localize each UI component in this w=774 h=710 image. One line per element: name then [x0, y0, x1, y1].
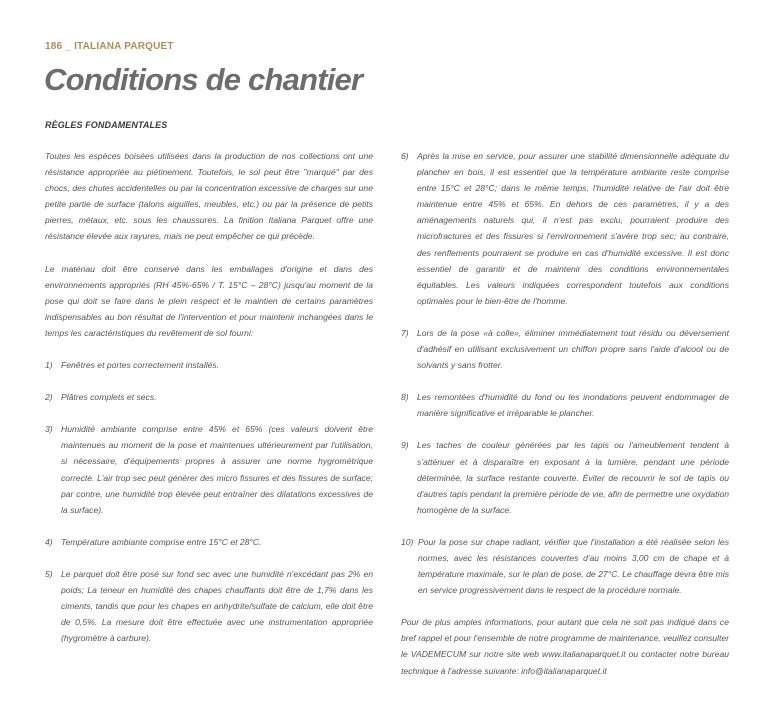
closing-paragraph: Pour de plus amples informations, pour autant que cela ne soit pas indiqué dans ce bref rappel et pour l'ensemble de notre programme de maintenance, veuillez consulter le VADEMECUM sur notre site web www.italianaparquet.it ou contacter notre bureau technique à l'adresse suivante: info@italianaparquet.it: [401, 617, 729, 676]
storage-paragraph: Le matériau doit être conservé dans les emballages d'origine et dans des environnements appropriés (RH 45%-65% / T. 15°C – 28°C) jusqu'au moment de la pose qui doit se faire dans le plein respect et le maintien de certains paramètres indispensables au bon résultat de l'intervention et pour maintenir inchangées dans le temps les caractéristiques du revêtement de sol fourni:: [45, 263, 373, 338]
list-item: [401, 148, 729, 309]
list-item-number: 5): [45, 568, 53, 579]
page-title: Conditions de chantier: [44, 62, 363, 97]
page-number: 186: [45, 41, 63, 52]
list-item: [401, 389, 729, 421]
list-item-text: Plâtres complets et secs.: [61, 392, 157, 403]
list-item-text: Les taches de couleur générées par les tapis ou l'ameublement tendent à s'atténuer et à disparaître en exposant à la lumière, pendant une période déterminée, la surface restante couverte. Éviter de recouvrir le sol de tapis ou d'autres tapis pendant la première période de vie, afin de permettre une oxydation homogène de la surface.: [417, 440, 729, 515]
list-item-number: 6): [401, 151, 409, 161]
list-item-text: Fenêtres et portes correctement installés.: [61, 360, 220, 371]
section-subtitle: RÈGLES FONDAMENTALES: [45, 120, 168, 130]
list-item: [45, 389, 373, 405]
list-item-number: 9): [401, 440, 409, 451]
list-item-number: 1): [45, 360, 53, 371]
list-item-text: Humidité ambiante comprise entre 45% et 65% (ces valeurs doivent être maintenues au moment de la pose et maintenues ultérieurement par l'utilisation, si nécessaire, d'équipements propres à assurer une norme hygrométrique correcte. L'air trop sec peut générer des micro fissures et des fissures de surface; par contre, une humidité trop élevée peut entraîner des dilatations excessives de la surface).: [61, 424, 373, 515]
list-item-number: 8): [401, 392, 409, 403]
left-column: [45, 148, 373, 662]
list-item-text: Pour la pose sur chape radiant, vérifier que l'installation a été réalisée selon les normes, avec les résistances couvertes d'au moins 3,00 cm de chape et à température maximale, sur le plan de pose, de 27°C. Le chauffage devra être mis en service progressivement dans le respect de la procédure normale.: [418, 536, 729, 596]
list-item-number: 10): [401, 536, 414, 547]
list-item: [45, 357, 373, 373]
list-item: [401, 325, 729, 373]
list-item: [401, 437, 729, 517]
list-item-text: Les remontées d'humidité du fond ou les inondations peuvent endommager de manière significative et irréparable le plancher.: [417, 392, 729, 419]
list-item: [401, 534, 729, 598]
right-column: [401, 148, 729, 695]
list-item: [45, 534, 373, 550]
list-item-text: Le parquet doit être posé sur fond sec avec une humidité n'excédant pas 2% en poids; La teneur en humidité des chapes chauffants doit être de 1,7% dans les ciments, tandis que pour les chapes en anhydrite/sulfate de calcium, elle doit être de 0,5%. La mesure doit être effectuée avec une instrumentation appropriée (hygromètre à carbure).: [61, 568, 373, 644]
list-item: [45, 566, 373, 646]
list-item-number: 4): [45, 536, 53, 547]
page-header: [45, 41, 174, 52]
header-separator: _: [65, 41, 72, 52]
list-item-text: Après la mise en service, pour assurer une stabilité dimensionnelle adéquate du plancher en bois, il est essentiel que la température ambiante reste comprise entre 15°C et 28°C; dans le même temps, l'humidité relative de l'air doit être maintenue entre 45% et 65%. En dehors de ces paramètres, il y a des aménagements naturels qui, il n'est pas exclu, pourraient produire des microfractures et des fissures si l'environnement s'avère trop sec; au contraire, des renflements pourraient se produire en cas d'humidité excessive. Il est donc essentiel de garantir et de maintenir des conditions environnementales équitables. Les valeurs indiquées correspondent toutefois aux conditions optimales pour le bien-être de l'homme.: [417, 151, 729, 306]
list-item-text: Température ambiante comprise entre 15°C et 28°C.: [61, 536, 262, 547]
list-item-number: 7): [401, 327, 409, 338]
list-item: [45, 421, 373, 518]
list-item-number: 2): [45, 392, 53, 403]
list-item-number: 3): [45, 424, 53, 435]
brand-name: ITALIANA PARQUET: [74, 41, 174, 52]
intro-paragraph: Toutes les espèces boisées utilisées dans la production de nos collections ont une résistance appropriée au piétinement. Toutefois, le sol peut être "marqué" par des chocs, des chutes accidentelles ou par la concentration excessive de charges sur une petite partie de surface (talons aiguilles, meubles, etc.) ou par la présence de petits pierres, métaux, etc. sous les chaussures. La finition Italiana Parquet offre une résistance élevée aux rayures, mais ne peut empêcher ce qui précède.: [45, 151, 373, 242]
list-item-text: Lors de la pose «à colle», éliminer immédiatement tout résidu ou déversement d'adhésif en utilisant exclusivement un chiffon propre sans l'aide d'alcool ou de solvants y sans frotter.: [417, 327, 729, 371]
